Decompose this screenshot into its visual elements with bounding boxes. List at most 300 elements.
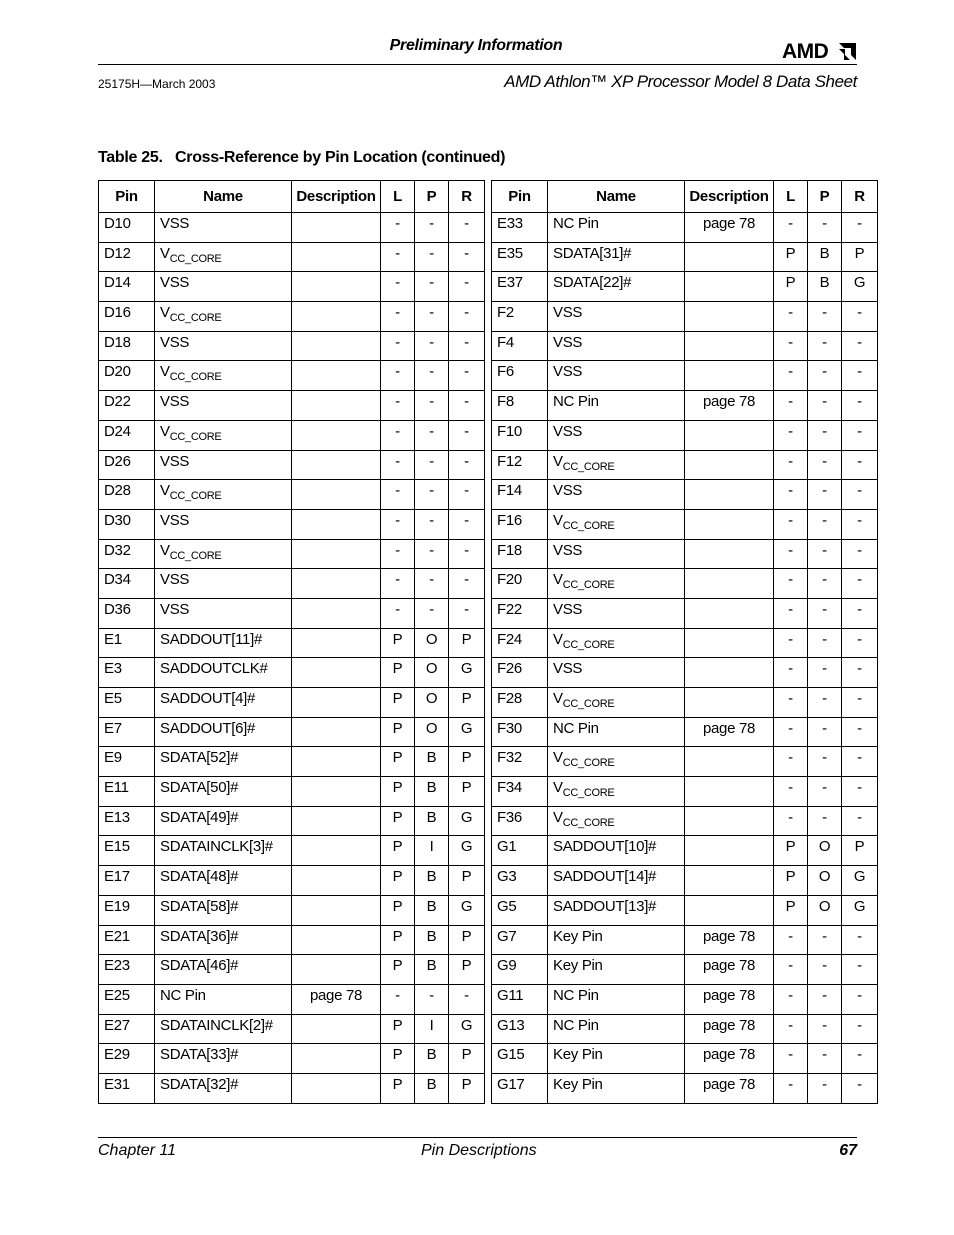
cell-name: VSS <box>548 361 685 391</box>
cell-name: $V_{CC\_CORE}$ <box>155 302 292 332</box>
cell-l: - <box>774 1044 808 1074</box>
cell-p: O <box>808 866 842 896</box>
cell-p: - <box>415 420 449 450</box>
cell-r: - <box>449 391 485 421</box>
cell-description <box>292 836 381 866</box>
cell-p: - <box>415 361 449 391</box>
cell-pin: E9 <box>99 747 155 777</box>
cell-pin: D20 <box>99 361 155 391</box>
cell-description <box>292 806 381 836</box>
cell-l: - <box>774 806 808 836</box>
col-header-r: R <box>842 181 878 213</box>
cell-pin: F28 <box>492 688 548 718</box>
cell-pin: F32 <box>492 747 548 777</box>
table-row <box>99 777 485 807</box>
cell-pin: F10 <box>492 420 548 450</box>
cell-name: NC Pin <box>548 717 685 747</box>
cell-r: - <box>449 598 485 628</box>
cell-l: - <box>774 509 808 539</box>
cell-description <box>292 420 381 450</box>
cell-p: - <box>415 272 449 302</box>
cell-r: G <box>449 717 485 747</box>
table-row <box>99 747 485 777</box>
cell-l: - <box>381 598 415 628</box>
cell-l: - <box>381 242 415 272</box>
cell-p: B <box>415 806 449 836</box>
table-row <box>492 866 878 896</box>
cell-p: I <box>415 836 449 866</box>
cell-pin: G5 <box>492 895 548 925</box>
cell-p: - <box>808 450 842 480</box>
table-row <box>99 895 485 925</box>
cell-r: P <box>449 1044 485 1074</box>
col-header-description: Description <box>292 181 381 213</box>
cell-p: - <box>808 598 842 628</box>
cell-name: SADDOUT[6]# <box>155 717 292 747</box>
cell-pin: F6 <box>492 361 548 391</box>
cell-name: SDATA[32]# <box>155 1073 292 1103</box>
cell-description <box>685 509 774 539</box>
table-row <box>99 628 485 658</box>
cell-p: - <box>415 331 449 361</box>
table-row <box>99 509 485 539</box>
cell-pin: G9 <box>492 955 548 985</box>
cell-name: SADDOUT[11]# <box>155 628 292 658</box>
table-row <box>99 598 485 628</box>
table-row <box>99 658 485 688</box>
cell-l: P <box>774 272 808 302</box>
cell-name: SADDOUT[14]# <box>548 866 685 896</box>
cell-description <box>292 777 381 807</box>
cell-l: - <box>774 302 808 332</box>
cell-p: - <box>415 391 449 421</box>
cell-p: O <box>415 628 449 658</box>
cell-r: P <box>449 747 485 777</box>
cell-name: VSS <box>548 420 685 450</box>
col-header-r: R <box>449 181 485 213</box>
cell-p: - <box>808 1014 842 1044</box>
table-row <box>492 806 878 836</box>
cell-pin: E15 <box>99 836 155 866</box>
cell-name: SDATA[52]# <box>155 747 292 777</box>
cell-r: G <box>449 658 485 688</box>
table-row <box>99 242 485 272</box>
col-header-l: L <box>381 181 415 213</box>
table-row <box>99 302 485 332</box>
cell-name: VSS <box>155 509 292 539</box>
cell-l: - <box>774 688 808 718</box>
cell-description <box>292 331 381 361</box>
cell-l: P <box>381 836 415 866</box>
pin-table-right <box>491 180 878 1104</box>
cell-r: G <box>449 895 485 925</box>
cell-p: - <box>415 480 449 510</box>
cell-pin: G15 <box>492 1044 548 1074</box>
cell-l: - <box>381 213 415 243</box>
cell-pin: F8 <box>492 391 548 421</box>
cell-pin: E23 <box>99 955 155 985</box>
cell-name: $V_{CC\_CORE}$ <box>155 361 292 391</box>
cell-l: - <box>381 539 415 569</box>
cell-description <box>292 717 381 747</box>
cell-l: - <box>381 302 415 332</box>
cell-l: - <box>774 777 808 807</box>
amd-logo-mark-icon <box>782 39 860 63</box>
cell-r: G <box>842 895 878 925</box>
table-row <box>492 391 878 421</box>
table-row <box>492 1073 878 1103</box>
cell-pin: G3 <box>492 866 548 896</box>
cell-pin: D26 <box>99 450 155 480</box>
cell-description <box>685 628 774 658</box>
cell-l: P <box>774 836 808 866</box>
amd-logo-text: AMD <box>782 40 829 63</box>
cell-name: SDATA[58]# <box>155 895 292 925</box>
cell-pin: E21 <box>99 925 155 955</box>
table-row <box>492 242 878 272</box>
cell-description: page 78 <box>292 984 381 1014</box>
cell-pin: G11 <box>492 984 548 1014</box>
cell-description <box>685 836 774 866</box>
cell-name: NC Pin <box>548 391 685 421</box>
cell-r: - <box>842 1073 878 1103</box>
cell-name: VSS <box>155 331 292 361</box>
table-row <box>99 836 485 866</box>
cell-name: $V_{CC\_CORE}$ <box>548 509 685 539</box>
cell-p: - <box>808 688 842 718</box>
cell-description <box>292 480 381 510</box>
cell-p: - <box>808 658 842 688</box>
table-row <box>492 1044 878 1074</box>
cell-r: - <box>449 420 485 450</box>
cell-l: - <box>774 331 808 361</box>
cell-l: P <box>381 747 415 777</box>
table-row <box>492 420 878 450</box>
cell-description <box>685 450 774 480</box>
cell-l: - <box>774 658 808 688</box>
table-row <box>492 302 878 332</box>
cell-r: - <box>842 598 878 628</box>
cell-name: NC Pin <box>548 1014 685 1044</box>
table-row <box>492 509 878 539</box>
cell-p: - <box>415 213 449 243</box>
cell-r: P <box>842 836 878 866</box>
col-header-name: Name <box>155 181 292 213</box>
cell-r: G <box>842 866 878 896</box>
table-row <box>492 925 878 955</box>
cell-p: - <box>808 213 842 243</box>
cell-l: P <box>381 1044 415 1074</box>
cell-r: - <box>842 747 878 777</box>
cell-r: - <box>842 480 878 510</box>
table-row <box>492 984 878 1014</box>
cell-r: - <box>842 1044 878 1074</box>
cell-p: - <box>808 984 842 1014</box>
cell-name: $V_{CC\_CORE}$ <box>155 480 292 510</box>
cell-pin: E31 <box>99 1073 155 1103</box>
cell-r: P <box>449 688 485 718</box>
cell-l: - <box>774 628 808 658</box>
cell-l: - <box>774 361 808 391</box>
cell-name: VSS <box>155 213 292 243</box>
cell-l: - <box>381 272 415 302</box>
cell-l: P <box>381 866 415 896</box>
cell-name: VSS <box>548 658 685 688</box>
cell-p: - <box>415 450 449 480</box>
cell-r: - <box>842 302 878 332</box>
cell-pin: F14 <box>492 480 548 510</box>
cell-pin: F24 <box>492 628 548 658</box>
cell-name: Key Pin <box>548 1073 685 1103</box>
col-header-description: Description <box>685 181 774 213</box>
table-row <box>99 213 485 243</box>
cell-r: - <box>842 777 878 807</box>
cell-description <box>292 925 381 955</box>
cell-l: P <box>381 806 415 836</box>
table-row <box>492 628 878 658</box>
table-row <box>99 331 485 361</box>
amd-logo <box>782 39 860 63</box>
cell-pin: F30 <box>492 717 548 747</box>
cell-name: VSS <box>548 539 685 569</box>
cell-p: - <box>415 302 449 332</box>
cell-p: - <box>808 331 842 361</box>
cell-description <box>292 1044 381 1074</box>
cell-name: VSS <box>548 302 685 332</box>
cell-pin: F22 <box>492 598 548 628</box>
cell-l: P <box>381 777 415 807</box>
cell-pin: E27 <box>99 1014 155 1044</box>
cell-description <box>685 272 774 302</box>
cell-description <box>292 955 381 985</box>
cell-r: - <box>842 391 878 421</box>
cell-p: B <box>415 925 449 955</box>
cell-r: P <box>449 777 485 807</box>
col-header-pin: Pin <box>99 181 155 213</box>
cell-p: - <box>415 984 449 1014</box>
cell-name: NC Pin <box>155 984 292 1014</box>
cell-pin: E37 <box>492 272 548 302</box>
cell-r: G <box>449 806 485 836</box>
table-row <box>492 777 878 807</box>
table-row <box>99 361 485 391</box>
cell-name: $V_{CC\_CORE}$ <box>155 242 292 272</box>
cell-r: - <box>842 806 878 836</box>
cell-description <box>292 598 381 628</box>
cell-pin: G1 <box>492 836 548 866</box>
cell-pin: F20 <box>492 569 548 599</box>
cell-l: - <box>381 450 415 480</box>
table-row <box>492 955 878 985</box>
cell-r: - <box>449 450 485 480</box>
cell-name: SADDOUT[10]# <box>548 836 685 866</box>
cell-name: SDATA[50]# <box>155 777 292 807</box>
cell-l: - <box>774 925 808 955</box>
cell-description <box>685 598 774 628</box>
cell-description <box>685 777 774 807</box>
cell-description <box>292 509 381 539</box>
cell-name: Key Pin <box>548 955 685 985</box>
cell-r: G <box>449 836 485 866</box>
cell-l: P <box>381 895 415 925</box>
table-row <box>492 1014 878 1044</box>
table-row <box>99 1073 485 1103</box>
cell-l: P <box>381 925 415 955</box>
table-row <box>492 361 878 391</box>
cell-p: - <box>808 361 842 391</box>
cell-r: - <box>449 984 485 1014</box>
cell-l: P <box>381 1073 415 1103</box>
cell-description <box>685 895 774 925</box>
cell-p: B <box>415 1073 449 1103</box>
cell-r: - <box>842 509 878 539</box>
cell-name: SDATA[49]# <box>155 806 292 836</box>
cell-r: P <box>449 1073 485 1103</box>
cell-l: - <box>774 213 808 243</box>
cell-p: - <box>808 747 842 777</box>
cell-description <box>292 450 381 480</box>
cell-r: - <box>842 213 878 243</box>
cell-l: - <box>774 1073 808 1103</box>
cell-p: - <box>808 302 842 332</box>
cell-p: - <box>415 569 449 599</box>
cell-l: - <box>381 420 415 450</box>
cell-pin: D22 <box>99 391 155 421</box>
cell-pin: E33 <box>492 213 548 243</box>
table-row <box>492 480 878 510</box>
cell-description <box>292 658 381 688</box>
cell-l: - <box>774 391 808 421</box>
cell-name: VSS <box>548 598 685 628</box>
cell-name: Key Pin <box>548 925 685 955</box>
table-caption-suffix: (continued) <box>421 149 506 166</box>
cell-p: B <box>415 1044 449 1074</box>
cell-l: P <box>774 242 808 272</box>
cell-name: SADDOUT[13]# <box>548 895 685 925</box>
col-header-name: Name <box>548 181 685 213</box>
cell-description <box>292 895 381 925</box>
cell-description <box>685 658 774 688</box>
cell-description <box>685 569 774 599</box>
cell-description <box>685 866 774 896</box>
cell-pin: E19 <box>99 895 155 925</box>
cell-r: - <box>449 569 485 599</box>
cell-r: - <box>842 420 878 450</box>
cell-p: O <box>415 717 449 747</box>
cell-description <box>292 628 381 658</box>
cell-pin: D34 <box>99 569 155 599</box>
cell-name: NC Pin <box>548 213 685 243</box>
cell-pin: F16 <box>492 509 548 539</box>
cell-pin: G13 <box>492 1014 548 1044</box>
table-row <box>99 984 485 1014</box>
cell-description <box>685 688 774 718</box>
cell-name: VSS <box>155 569 292 599</box>
col-header-pin: Pin <box>492 181 548 213</box>
table-row <box>492 895 878 925</box>
cell-r: - <box>842 539 878 569</box>
page-number: 67 <box>839 1142 857 1159</box>
cell-r: - <box>842 1014 878 1044</box>
cell-pin: F36 <box>492 806 548 836</box>
footer-chapter: Chapter 11 <box>98 1142 176 1159</box>
cell-l: P <box>381 717 415 747</box>
cell-description <box>292 391 381 421</box>
cell-description <box>685 302 774 332</box>
cell-description: page 78 <box>685 1014 774 1044</box>
cell-r: G <box>449 1014 485 1044</box>
cell-name: $V_{CC\_CORE}$ <box>548 777 685 807</box>
cell-p: - <box>808 480 842 510</box>
cell-p: B <box>415 866 449 896</box>
table-row <box>492 836 878 866</box>
col-header-l: L <box>774 181 808 213</box>
table-row <box>492 569 878 599</box>
cell-p: - <box>808 1073 842 1103</box>
cell-l: - <box>774 717 808 747</box>
table-header-row <box>492 181 878 213</box>
cell-p: B <box>415 747 449 777</box>
cell-p: - <box>808 628 842 658</box>
cell-l: - <box>774 420 808 450</box>
cell-r: - <box>842 450 878 480</box>
cell-name: VSS <box>548 480 685 510</box>
cell-r: - <box>449 509 485 539</box>
cell-name: NC Pin <box>548 984 685 1014</box>
cell-pin: F4 <box>492 331 548 361</box>
cell-r: P <box>449 925 485 955</box>
cell-p: B <box>415 777 449 807</box>
cell-pin: D30 <box>99 509 155 539</box>
cell-description <box>292 213 381 243</box>
cell-r: - <box>449 331 485 361</box>
cell-l: - <box>381 361 415 391</box>
table-row <box>492 450 878 480</box>
cell-name: SDATAINCLK[3]# <box>155 836 292 866</box>
table-row <box>99 955 485 985</box>
cell-pin: E13 <box>99 806 155 836</box>
cell-r: - <box>449 361 485 391</box>
cell-pin: F18 <box>492 539 548 569</box>
table-row <box>99 539 485 569</box>
table-row <box>99 1044 485 1074</box>
cell-name: $V_{CC\_CORE}$ <box>548 688 685 718</box>
cell-r: - <box>842 331 878 361</box>
cell-description <box>292 1014 381 1044</box>
cell-l: - <box>381 391 415 421</box>
cell-r: - <box>449 272 485 302</box>
table-row <box>492 747 878 777</box>
table-row <box>99 717 485 747</box>
cell-description <box>685 420 774 450</box>
cell-l: - <box>774 747 808 777</box>
table-row <box>99 1014 485 1044</box>
cell-name: $V_{CC\_CORE}$ <box>548 628 685 658</box>
cell-l: - <box>774 955 808 985</box>
doc-number: 25175H—March 2003 <box>98 77 216 91</box>
cell-l: P <box>774 866 808 896</box>
cell-p: - <box>808 1044 842 1074</box>
cell-r: P <box>449 628 485 658</box>
cell-name: $V_{CC\_CORE}$ <box>548 806 685 836</box>
table-row <box>99 480 485 510</box>
table-row <box>492 658 878 688</box>
cell-name: SDATA[36]# <box>155 925 292 955</box>
cell-description <box>685 361 774 391</box>
cell-description: page 78 <box>685 925 774 955</box>
cell-description: page 78 <box>685 1073 774 1103</box>
preliminary-banner: Preliminary Information <box>389 37 563 54</box>
